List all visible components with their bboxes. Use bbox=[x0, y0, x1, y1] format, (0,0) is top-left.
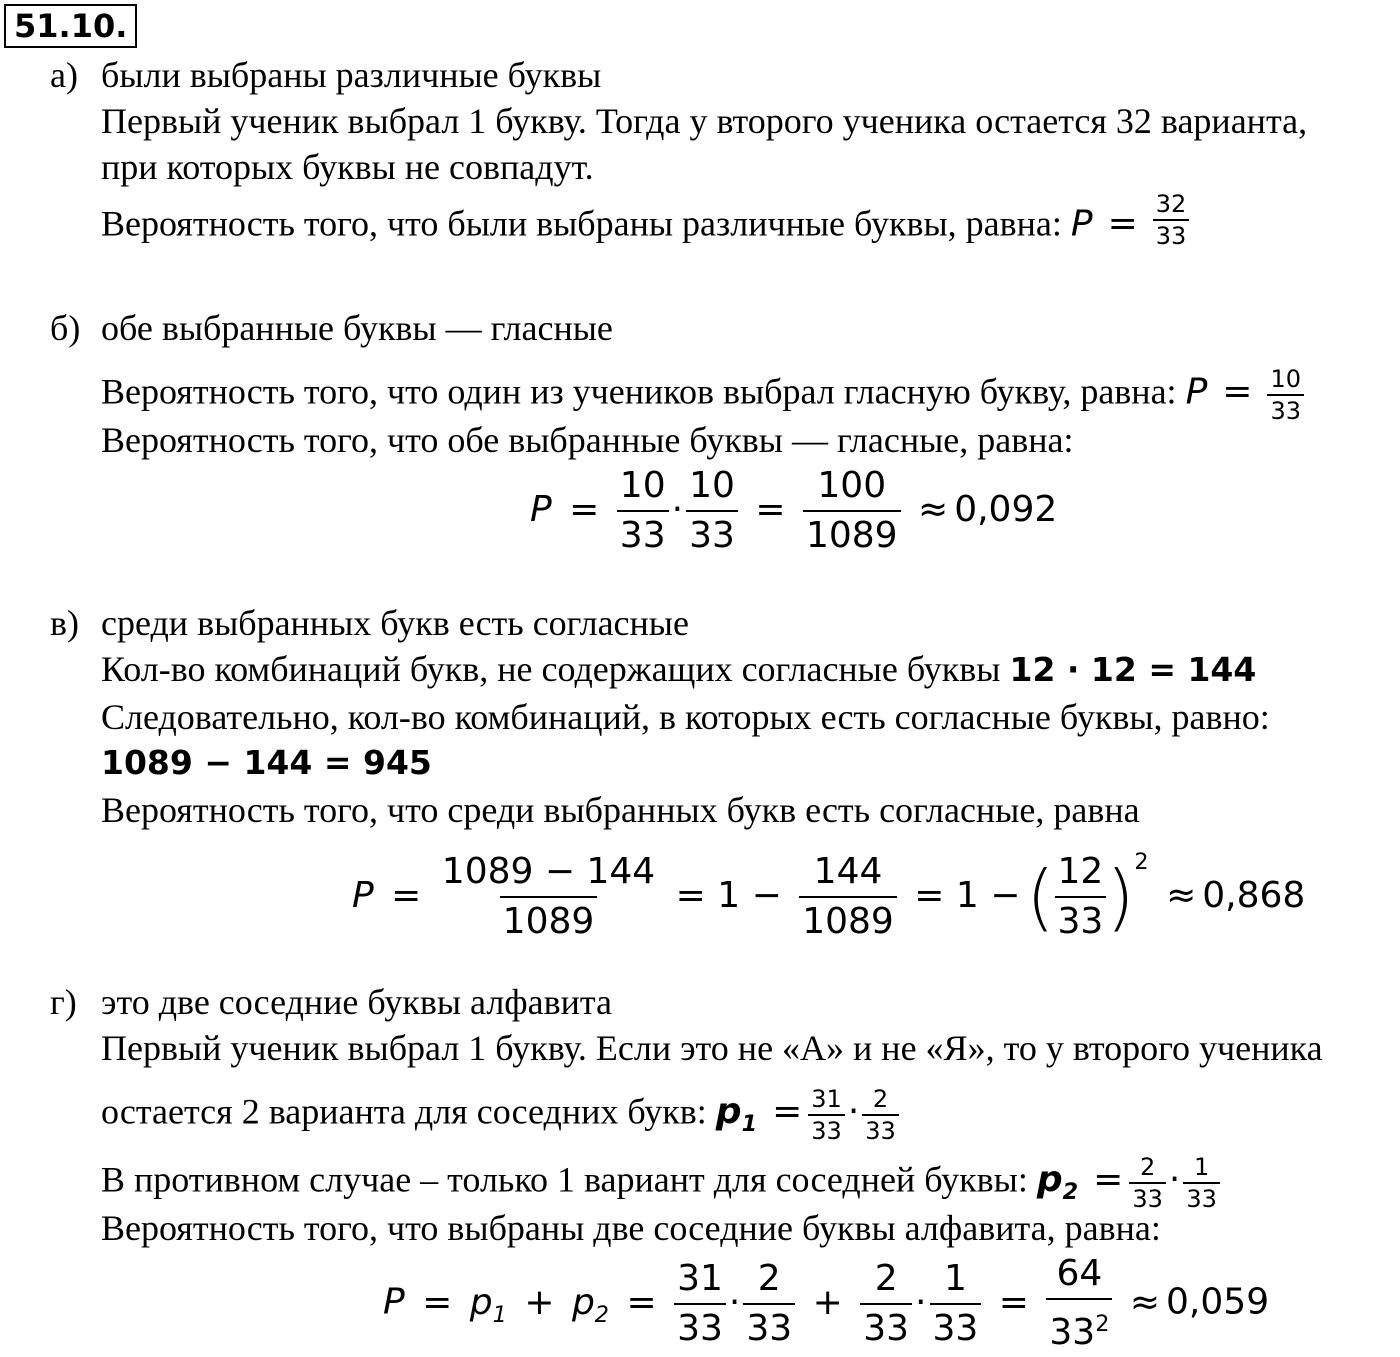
formula-v-P: P bbox=[352, 875, 374, 916]
formula-g-eq1: = bbox=[422, 1281, 453, 1323]
formula-b-frac1-num: 10 bbox=[619, 465, 666, 506]
part-g-line2 bbox=[101, 1084, 899, 1146]
part-b-fraction bbox=[1267, 364, 1304, 426]
formula-g-approx: ≈ bbox=[1129, 1281, 1161, 1323]
part-g-p2 bbox=[1036, 1159, 1079, 1206]
problem-number: 51.10. bbox=[4, 4, 137, 48]
part-g-p2-eq: = bbox=[1093, 1159, 1124, 1201]
formula-v-frac2 bbox=[799, 848, 897, 946]
formula-g-frac3-num: 2 bbox=[874, 1257, 898, 1299]
part-a-P: P bbox=[1070, 203, 1093, 245]
formula-g-frac2-num: 2 bbox=[757, 1257, 781, 1299]
part-b-line1-text: Вероятность того, что один из учеников выбрал гласную букву, равна: bbox=[101, 371, 1177, 412]
part-g-p1-eq: = bbox=[772, 1091, 803, 1133]
formula-v-approx: ≈ bbox=[1166, 875, 1197, 916]
formula-b-frac1 bbox=[617, 462, 669, 560]
formula-g-frac5-den-base: 33 bbox=[1049, 1312, 1096, 1353]
formula-b-result: 0,092 bbox=[954, 489, 1058, 530]
formula-v-frac1-den: 1089 bbox=[500, 896, 598, 946]
part-a-line2: при которых буквы не совпадут. bbox=[101, 147, 594, 187]
part-b-frac-num: 10 bbox=[1270, 365, 1301, 393]
formula-v-frac2-den: 1089 bbox=[799, 896, 897, 946]
formula-b-P: P bbox=[530, 489, 552, 530]
part-b-frac-den: 33 bbox=[1267, 394, 1304, 426]
formula-g-plus1: + bbox=[524, 1281, 555, 1323]
part-g-p2-frac1-den: 33 bbox=[1129, 1182, 1166, 1214]
part-b-P: P bbox=[1185, 371, 1208, 413]
formula-g-frac1-den: 33 bbox=[674, 1303, 726, 1353]
part-g-p2-frac1 bbox=[1129, 1152, 1166, 1214]
part-v-formula bbox=[352, 838, 1305, 946]
part-g-p1-letter: p bbox=[715, 1091, 742, 1133]
part-a-line3-text: Вероятность того, что были выбраны различные буквы, равна: bbox=[101, 203, 1062, 244]
formula-g-p2-sub: 2 bbox=[594, 1301, 609, 1328]
part-v-line4: Вероятность того, что среди выбранных букв есть согласные, равна bbox=[101, 790, 1140, 830]
formula-v-frac1 bbox=[439, 848, 658, 946]
formula-v-power: 2 bbox=[1134, 849, 1149, 875]
part-a-frac-den: 33 bbox=[1153, 219, 1190, 251]
part-g-p1 bbox=[715, 1091, 758, 1138]
part-b-formula bbox=[530, 462, 1057, 560]
formula-v-eq3: = 1 − bbox=[914, 875, 1021, 916]
formula-b-eq2: = bbox=[755, 489, 786, 530]
part-a-line1: Первый ученик выбрал 1 букву. Тогда у второго ученика остается 32 варианта, bbox=[101, 101, 1308, 141]
part-a-eq: = bbox=[1107, 203, 1138, 245]
part-v-line1-math: 12 · 12 = 144 bbox=[1009, 650, 1257, 689]
formula-g-p1-sub: 1 bbox=[492, 1301, 507, 1328]
formula-g-frac3 bbox=[860, 1255, 912, 1353]
part-g-p2-frac2 bbox=[1183, 1152, 1220, 1214]
part-v-heading: среди выбранных букв есть согласные bbox=[101, 603, 689, 643]
formula-g-eq3: = bbox=[998, 1281, 1029, 1323]
formula-g-result: 0,059 bbox=[1166, 1281, 1270, 1323]
formula-g-eq2: = bbox=[626, 1281, 657, 1323]
part-a-heading: были выбраны различные буквы bbox=[101, 55, 602, 95]
part-g-marker: г) bbox=[50, 982, 77, 1022]
part-g-line4: Вероятность того, что выбраны две соседние буквы алфавита, равна: bbox=[101, 1208, 1161, 1248]
formula-g-frac2-den: 33 bbox=[743, 1303, 795, 1353]
formula-g-dot2: · bbox=[915, 1281, 927, 1323]
part-g-p1-frac1-den: 33 bbox=[808, 1114, 845, 1146]
part-b-marker: б) bbox=[50, 308, 81, 348]
part-a-marker: а) bbox=[50, 55, 78, 95]
part-b-line1 bbox=[101, 364, 1304, 426]
formula-g-frac4-num: 1 bbox=[943, 1257, 967, 1299]
formula-g-frac5-num: 64 bbox=[1056, 1253, 1103, 1294]
formula-b-frac3-den: 1089 bbox=[803, 510, 901, 560]
formula-b-frac3 bbox=[803, 462, 901, 560]
formula-g-p2 bbox=[571, 1281, 609, 1328]
formula-g-frac5-den-exp: 2 bbox=[1095, 1311, 1110, 1337]
formula-v-frac3 bbox=[1055, 848, 1107, 946]
formula-g-dot1: · bbox=[728, 1281, 741, 1323]
part-a-frac-num: 32 bbox=[1155, 190, 1187, 218]
formula-b-eq1: = bbox=[569, 489, 600, 530]
formula-b-frac2-num: 10 bbox=[689, 465, 735, 506]
part-g-p1-frac2-den: 33 bbox=[862, 1114, 899, 1146]
formula-b-frac2-den: 33 bbox=[686, 510, 738, 560]
formula-b-frac2 bbox=[686, 462, 738, 560]
formula-g-frac4 bbox=[930, 1255, 982, 1353]
formula-g-plus2: + bbox=[812, 1281, 843, 1323]
part-g-p1-frac2-num: 2 bbox=[872, 1085, 889, 1113]
formula-g-frac4-den: 33 bbox=[930, 1303, 982, 1353]
part-g-p2-frac1-num: 2 bbox=[1139, 1153, 1156, 1181]
formula-v-eq2: = 1 − bbox=[675, 875, 782, 916]
part-v-line1 bbox=[101, 649, 1256, 690]
formula-g-frac5-den bbox=[1046, 1298, 1112, 1357]
part-g-p1-frac1 bbox=[808, 1084, 845, 1146]
part-g-formula bbox=[383, 1250, 1269, 1357]
formula-g-P: P bbox=[383, 1281, 405, 1323]
part-g-p2-frac2-den: 33 bbox=[1183, 1182, 1220, 1214]
formula-g-p1 bbox=[469, 1281, 507, 1328]
part-g-p2-frac2-num: 1 bbox=[1193, 1153, 1210, 1181]
part-g-p1-frac1-num: 31 bbox=[811, 1085, 842, 1113]
formula-v-frac1-num: 1089 − 144 bbox=[441, 851, 656, 892]
part-a-line3 bbox=[101, 190, 1189, 251]
part-g-line1: Первый ученик выбрал 1 букву. Если это не «А» и не «Я», то у второго ученика bbox=[101, 1028, 1323, 1068]
part-v-line3-math: 1089 − 144 = 945 bbox=[101, 743, 432, 782]
part-b-heading: обе выбранные буквы — гласные bbox=[101, 308, 613, 348]
formula-b-frac3-num: 100 bbox=[817, 465, 887, 506]
formula-v-lparen: ( bbox=[1026, 855, 1055, 939]
part-g-heading: это две соседние буквы алфавита bbox=[101, 982, 613, 1022]
formula-b-dot: · bbox=[671, 489, 684, 530]
formula-v-frac2-num: 144 bbox=[813, 851, 883, 892]
part-g-p1-dot: · bbox=[847, 1091, 860, 1133]
formula-v-rparen: ) bbox=[1106, 855, 1135, 939]
formula-v-result: 0,868 bbox=[1202, 875, 1306, 916]
formula-b-approx: ≈ bbox=[918, 489, 949, 530]
formula-g-frac5 bbox=[1046, 1250, 1112, 1357]
formula-b-frac1-den: 33 bbox=[617, 510, 669, 560]
formula-v-frac3-num: 12 bbox=[1057, 851, 1104, 892]
formula-g-frac3-den: 33 bbox=[860, 1303, 912, 1353]
part-g-p2-dot: · bbox=[1168, 1159, 1181, 1201]
part-b-eq: = bbox=[1222, 371, 1253, 413]
formula-g-p1-letter: p bbox=[469, 1281, 493, 1323]
part-a-fraction bbox=[1153, 189, 1190, 251]
formula-g-p2-letter: p bbox=[571, 1281, 595, 1323]
part-g-line3 bbox=[101, 1152, 1220, 1214]
part-g-p2-letter: p bbox=[1036, 1159, 1063, 1201]
part-g-p1-frac2 bbox=[862, 1084, 899, 1146]
formula-g-frac1-num: 31 bbox=[677, 1257, 723, 1299]
formula-g-frac1 bbox=[674, 1255, 726, 1353]
part-g-p1-sub: 1 bbox=[741, 1111, 758, 1138]
formula-g-frac2 bbox=[743, 1255, 795, 1353]
part-v-line1-text: Кол-во комбинаций букв, не содержащих согласные буквы bbox=[101, 649, 1001, 689]
part-b-line2: Вероятность того, что обе выбранные буквы — гласные, равна: bbox=[101, 420, 1074, 460]
formula-v-eq1: = bbox=[391, 875, 422, 916]
part-g-p2-sub: 2 bbox=[1062, 1179, 1079, 1206]
part-g-line2-text: остается 2 варианта для соседних букв: bbox=[101, 1091, 707, 1132]
part-g-line3-text: В противном случае – только 1 вариант для соседней буквы: bbox=[101, 1159, 1028, 1200]
formula-v-frac3-den: 33 bbox=[1055, 896, 1107, 946]
part-v-line2: Следовательно, кол-во комбинаций, в которых есть согласные буквы, равно: bbox=[101, 697, 1270, 737]
part-v-marker: в) bbox=[50, 603, 79, 643]
